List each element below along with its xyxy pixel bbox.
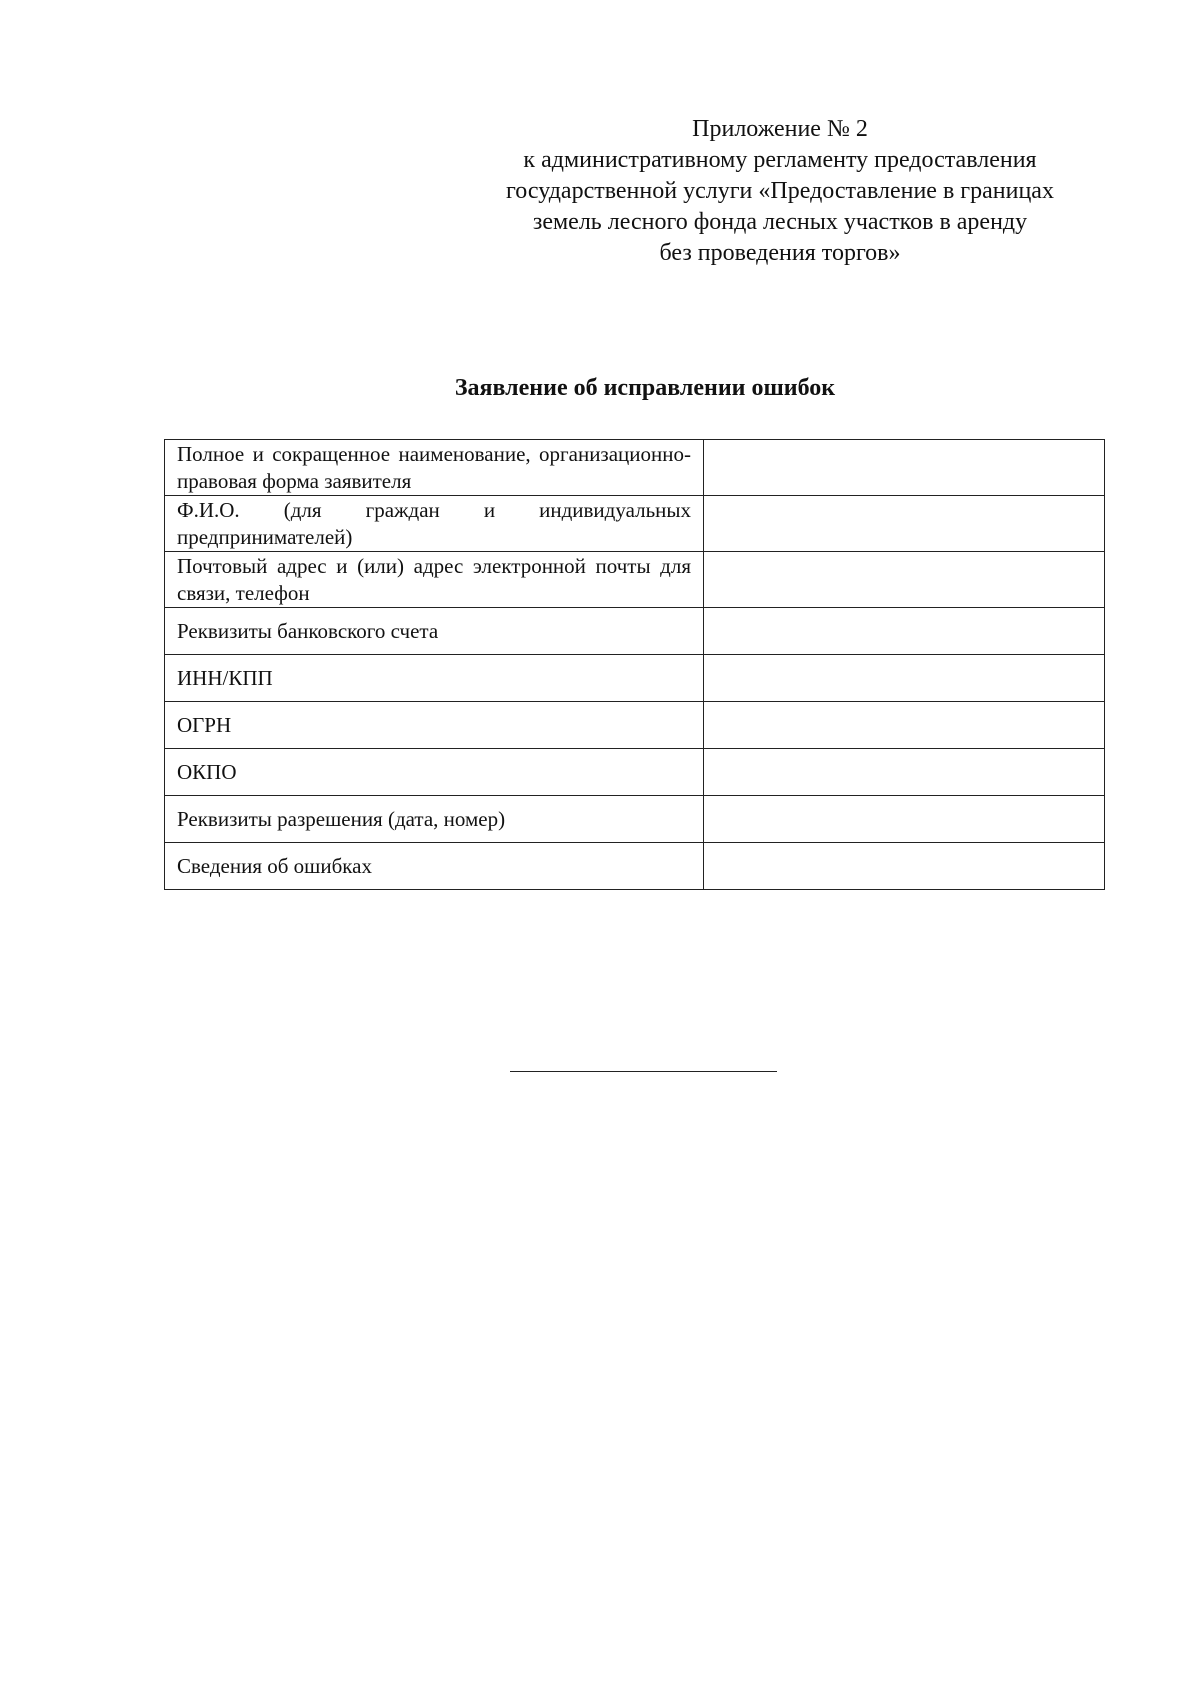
row-label-ogrn: ОГРН xyxy=(165,702,704,749)
appendix-number: Приложение № 2 xyxy=(692,116,868,142)
row-value-ogrn[interactable] xyxy=(704,702,1105,749)
appendix-header xyxy=(455,114,1105,269)
row-label-full-name: Ф.И.О. (для граждан и индивидуальных предпринимателей) xyxy=(165,496,704,552)
row-value-full-name[interactable] xyxy=(704,496,1105,552)
row-value-bank-details[interactable] xyxy=(704,608,1105,655)
table-row xyxy=(165,608,1105,655)
row-value-inn-kpp[interactable] xyxy=(704,655,1105,702)
row-label-contact-address: Почтовый адрес и (или) адрес электронной почты для связи, телефон xyxy=(165,552,704,608)
row-label-inn-kpp: ИНН/КПП xyxy=(165,655,704,702)
table-row xyxy=(165,655,1105,702)
table-row xyxy=(165,749,1105,796)
table-row xyxy=(165,843,1105,890)
application-form-table xyxy=(164,439,1105,890)
row-value-error-details[interactable] xyxy=(704,843,1105,890)
appendix-line: к административному регламенту предоставления xyxy=(523,147,1037,173)
row-value-organization-name[interactable] xyxy=(704,440,1105,496)
table-row xyxy=(165,552,1105,608)
row-label-permit-details: Реквизиты разрешения (дата, номер) xyxy=(165,796,704,843)
row-label-okpo: ОКПО xyxy=(165,749,704,796)
row-label-organization-name: Полное и сокращенное наименование, организационно-правовая форма заявителя xyxy=(165,440,704,496)
row-value-permit-details[interactable] xyxy=(704,796,1105,843)
table-row xyxy=(165,702,1105,749)
appendix-line: без проведения торгов» xyxy=(659,240,901,266)
row-label-bank-details: Реквизиты банковского счета xyxy=(165,608,704,655)
document-title: Заявление об исправлении ошибок xyxy=(454,375,836,401)
table-row xyxy=(165,440,1105,496)
row-value-okpo[interactable] xyxy=(704,749,1105,796)
row-value-contact-address[interactable] xyxy=(704,552,1105,608)
table-row xyxy=(165,496,1105,552)
appendix-line: государственной услуги «Предоставление в границах xyxy=(506,178,1054,204)
row-label-error-details: Сведения об ошибках xyxy=(165,843,704,890)
signature-line xyxy=(510,1071,777,1072)
appendix-line: земель лесного фонда лесных участков в аренду xyxy=(532,209,1028,235)
table-row xyxy=(165,796,1105,843)
